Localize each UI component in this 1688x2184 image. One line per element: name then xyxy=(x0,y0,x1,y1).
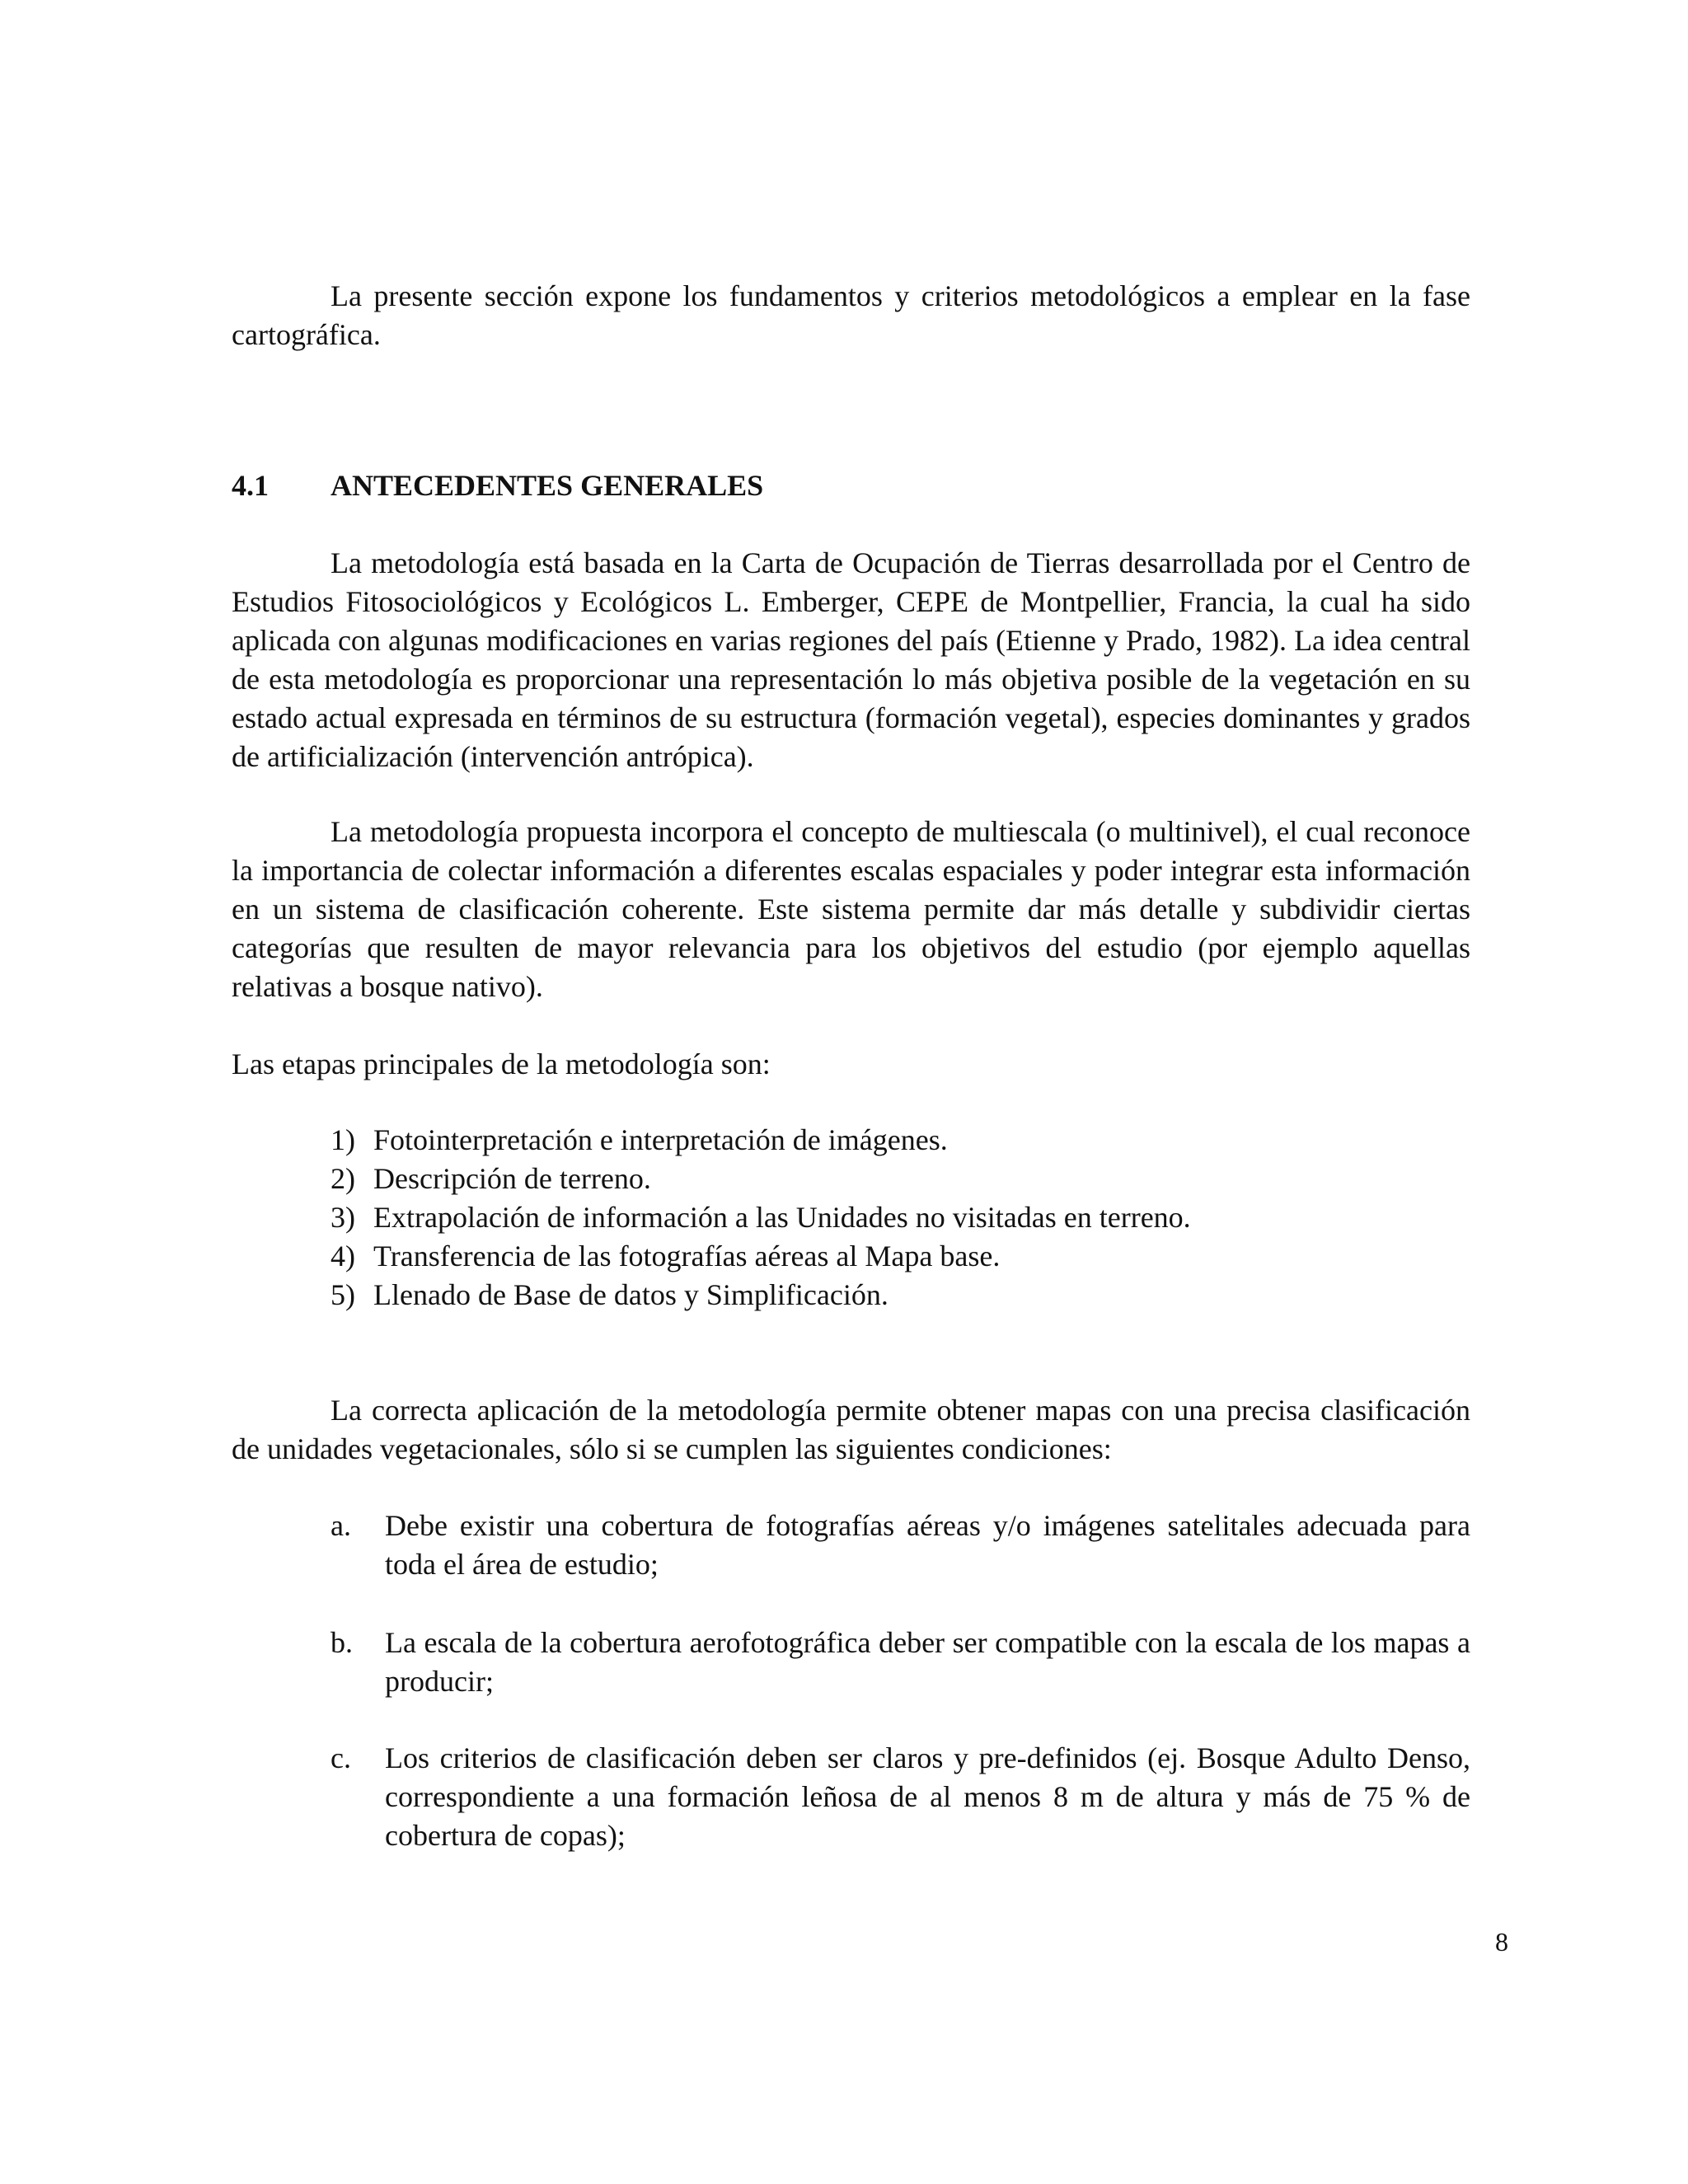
condition-item-b xyxy=(331,1624,1470,1701)
list-item-text: Descripción de terreno. xyxy=(373,1162,651,1195)
list-item-text: Transferencia de las fotografías aéreas al Mapa base. xyxy=(373,1240,1001,1272)
condition-marker: b. xyxy=(331,1626,353,1659)
list-marker: 3) xyxy=(331,1201,355,1234)
condition-text: Los criterios de clasificación deben ser claros y pre-definidos (ej. Bosque Adulto Denso, correspondiente a una formación leñosa de al menos 8 m de altura y más de 75 % de cobertura de copas); xyxy=(385,1741,1470,1852)
intro-paragraph: La presente sección expone los fundamentos y criterios metodológicos a emplear en la fase cartográfica. xyxy=(232,279,1470,351)
condition-marker: a. xyxy=(331,1509,351,1542)
list-marker: 1) xyxy=(331,1123,355,1156)
list-item xyxy=(331,1198,1470,1237)
paragraph-multiscale: La metodología propuesta incorpora el concepto de multiescala (o multinivel), el cual reconoce la importancia de colectar información a diferentes escalas espaciales y poder integrar esta información en un sistema de clasificación coherente. Este sistema permite dar más detalle y subdividir ciertas categorías que resulten de mayor relevancia para los objetivos del estudio (por ejemplo aquellas relativas a bosque nativo). xyxy=(232,815,1470,1003)
list-item xyxy=(331,1237,1470,1276)
list-item xyxy=(331,1121,1470,1160)
list-marker: 5) xyxy=(331,1278,355,1311)
section-number: 4.1 xyxy=(232,469,269,502)
section-heading xyxy=(232,466,763,505)
section-title: ANTECEDENTES GENERALES xyxy=(331,469,764,502)
condition-text: La escala de la cobertura aerofotográfica deber ser compatible con la escala de los mapas a producir; xyxy=(385,1626,1470,1698)
list-item xyxy=(331,1160,1470,1198)
steps-list xyxy=(331,1121,1470,1315)
condition-item-a xyxy=(331,1507,1470,1584)
paragraph-conditions-intro: La correcta aplicación de la metodología permite obtener mapas con una precisa clasificación de unidades vegetacionales, sólo si se cumplen las siguientes condiciones: xyxy=(232,1394,1470,1465)
list-marker: 2) xyxy=(331,1162,355,1195)
paragraph-background: La metodología está basada en la Carta de Ocupación de Tierras desarrollada por el Centro de Estudios Fitosociológicos y Ecológicos L. Emberger, CEPE de Montpellier, Francia, la cual ha sido aplicada con algunas modificaciones en varias regiones del país (Etienne y Prado, 1982). La idea central de esta metodología es proporcionar una representación lo más objetiva posible de la vegetación en su estado actual expresada en términos de su estructura (formación vegetal), especies dominantes y grados de artificialización (intervención antrópica). xyxy=(232,546,1470,773)
condition-text: Debe existir una cobertura de fotografías aéreas y/o imágenes satelitales adecuada para toda el área de estudio; xyxy=(385,1509,1470,1581)
steps-intro: Las etapas principales de la metodología son: xyxy=(232,1047,771,1080)
list-item-text: Fotointerpretación e interpretación de imágenes. xyxy=(373,1123,948,1156)
page-number: 8 xyxy=(1495,1927,1508,1957)
list-item-text: Llenado de Base de datos y Simplificación. xyxy=(373,1278,889,1311)
list-item-text: Extrapolación de información a las Unidades no visitadas en terreno. xyxy=(373,1201,1191,1234)
list-marker: 4) xyxy=(331,1240,355,1272)
list-item xyxy=(331,1276,1470,1315)
condition-item-c xyxy=(331,1739,1470,1855)
condition-marker: c. xyxy=(331,1741,351,1774)
